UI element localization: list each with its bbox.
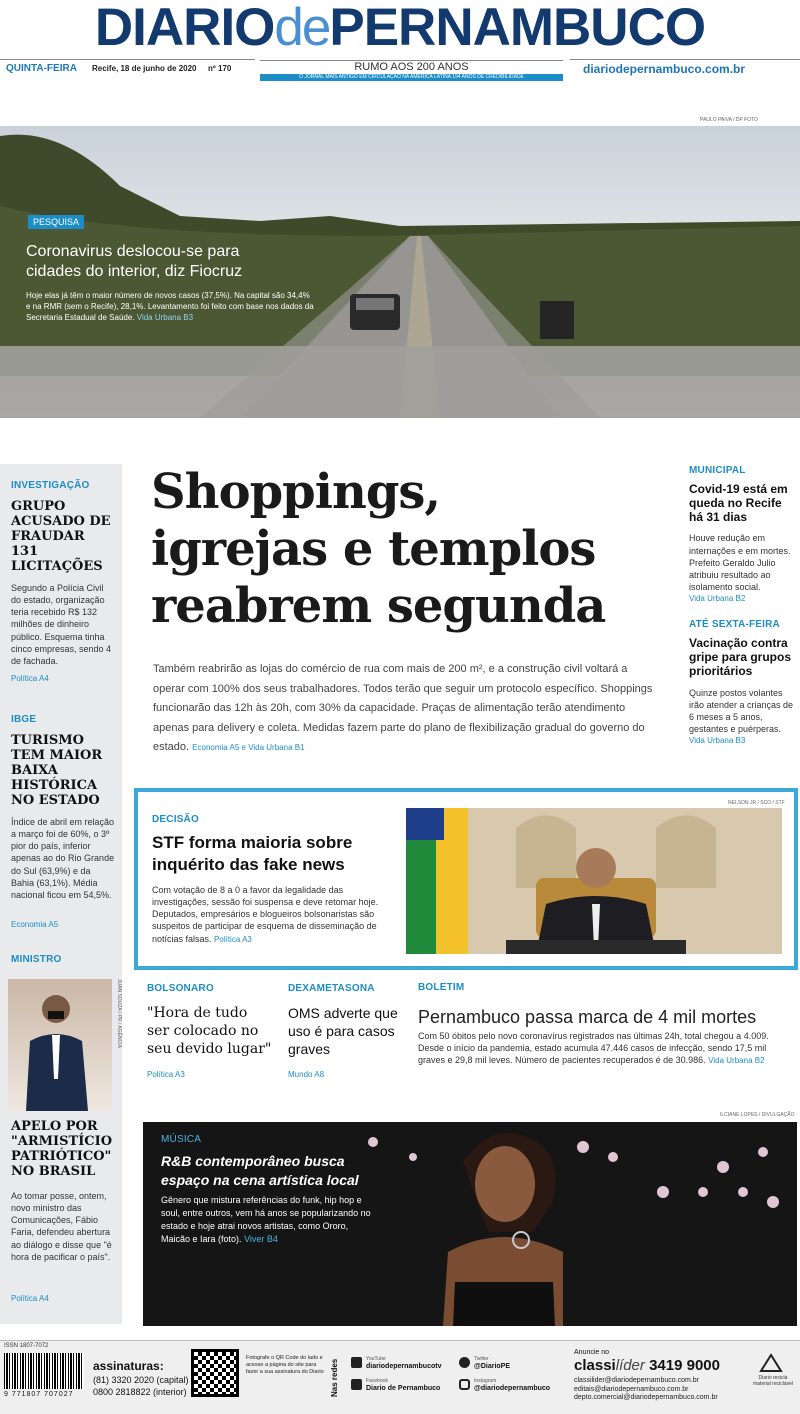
stf-photo-credit: NELSON JR / SCO / STF: [728, 800, 785, 806]
left-column: [0, 464, 122, 1324]
boletim-link[interactable]: Vida Urbana B2: [708, 1056, 765, 1066]
lider-part: líder: [615, 1357, 645, 1374]
music-body-text: Gênero que mistura referências do funk, hip hop e soul, entre outros, vem há anos se popularizando no estado e hoje atrai novos artistas, como Ororo, Maicão e Iara (foto).: [161, 1195, 371, 1244]
contact-emails: [574, 1377, 718, 1403]
twitter-icon: [459, 1357, 470, 1368]
boletim-body: [418, 1030, 794, 1067]
tag-boletim: BOLETIM: [418, 982, 465, 993]
main-body-text: Também reabrirão as lojas do comércio de rua com mais de 200 m², e a construção civil voltará a operar com 100% dos seus trabalhadores. Todos terão que seguir um protocolo específico. Shoppings funcionarão das 12h às 20h, com 30% da capacidade. Praças de alimentação terão atendimento apenas para delivery e coleta. Medidas fazem parte do plano de flexibilização gradual do governo do estado.: [153, 663, 653, 753]
left-body-3: Ao tomar posse, ontem, novo ministro das Comunicações, Fábio Faria, defendeu abertura ao diálogo e disse que "é hora de pacificar o país".: [11, 1191, 112, 1262]
right-link-2[interactable]: Vida Urbana B3: [689, 736, 746, 746]
tag-musica: MÚSICA: [161, 1134, 202, 1145]
left-body-1: Segundo a Polícia Civil do estado, organização teria recebido R$ 132 milhões de dinheiro público. Esquema tinha cinco empresas, sendo 4 de fachada.: [11, 583, 112, 666]
photo-headline: Coronavirus deslocou-se para cidades do interior, diz Fiocruz: [26, 243, 243, 280]
tag-ministro: MINISTRO: [11, 954, 62, 965]
rule-right: [570, 59, 800, 60]
bolsonaro-link[interactable]: Política A3: [147, 1070, 185, 1079]
issn: ISSN 1807-7072: [4, 1343, 49, 1349]
classilider-logo: [574, 1357, 720, 1374]
main-body-link[interactable]: Economia A5 e Vida Urbana B1: [192, 743, 305, 752]
left-headline-1[interactable]: GRUPO ACUSADO DE FRAUDAR 131 LICITAÇÕES: [11, 499, 111, 574]
music-banner: [143, 1122, 797, 1326]
main-headline-line-3: reabrem segunda: [151, 578, 606, 634]
tag-decisao: DECISÃO: [152, 814, 199, 825]
music-headline[interactable]: R&B contemporâneo busca espaço na cena artística local: [161, 1153, 359, 1188]
stf-headline[interactable]: STF forma maioria sobre inquérito das fake news: [152, 833, 353, 874]
stf-illustration: [406, 808, 782, 954]
youtube-icon: [351, 1357, 362, 1368]
right-link-1[interactable]: Vida Urbana B2: [689, 594, 746, 604]
qr-text: Fotografe o QR Code do lado e acesse a página do site para fazer a sua assinatura do Diario: [246, 1355, 324, 1375]
photo-caption-text: Hoje elas já têm o maior número de novos casos (37,5%). Na capital são 34,4% e na RMR (sem o Recife), 28,1%. Levantamento foi feito com base nos dados da Secretaria Estadual de Saúde.: [26, 291, 314, 322]
tag-dexametasona: DEXAMETASONA: [288, 983, 375, 994]
boletim-body-text: Com 50 óbitos pelo novo coronavírus registrados nas últimas 24h, total chegou a 4.009. Desde o início da pandemia, estado acumula 47.446 casos de infecção, sendo 17,5 mil graves e 29,8 mil leves. Número de pacientes recuperados é de 30.986.: [418, 1031, 769, 1066]
phone-capital[interactable]: (81) 3320 2020 (capital): [93, 1375, 189, 1385]
recycle-text: Diario recicla material reciclável: [752, 1375, 793, 1387]
left-link-3[interactable]: Política A4: [11, 1294, 49, 1303]
ad-label: Anuncie no: [574, 1349, 610, 1356]
youtube-label: YouTube: [366, 1356, 386, 1362]
logo-part-de: de: [274, 0, 330, 57]
main-body: [153, 660, 661, 758]
tag-investigacao: INVESTIGAÇÃO: [11, 480, 90, 491]
youtube-handle[interactable]: diariodepernambucotv: [366, 1363, 442, 1370]
email-editais[interactable]: editais@diariodepernambuco.com.br: [574, 1385, 689, 1393]
photo-caption-link[interactable]: Vida Urbana B3: [136, 313, 194, 322]
right-body-2: Quinze postos volantes irão atender a crianças de 6 meses a 5 anos, gestantes e puérperas.: [689, 687, 794, 735]
stf-photo: [406, 808, 782, 954]
instagram-handle[interactable]: @diariodepernambuco: [474, 1385, 551, 1392]
right-headline-2[interactable]: Vacinação contra gripe para grupos prioritários: [689, 636, 792, 679]
facebook-label: Facebook: [366, 1378, 388, 1384]
minister-illustration: [8, 979, 112, 1111]
left-link-2[interactable]: Economia A5: [11, 920, 59, 929]
website: diariodepernambuco.com.br: [583, 62, 746, 76]
right-column: [689, 464, 797, 745]
right-body-1: Houve redução em internações e em mortes. Prefeito Geraldo Julio atribuiu resultado ao isolamento social.: [689, 533, 791, 593]
social-label: Nas redes: [330, 1358, 339, 1397]
masthead-logo: [0, 0, 800, 56]
logo-part-pernambuco: PERNAMBUCO: [329, 0, 706, 57]
oms-headline[interactable]: OMS adverte que uso é para casos graves: [288, 1005, 398, 1057]
main-headline-line-1: Shoppings,: [151, 464, 441, 520]
barcode: [4, 1353, 84, 1389]
subscriptions-label: assinaturas:: [93, 1359, 164, 1373]
twitter-label: Twitter: [474, 1356, 489, 1362]
music-photo-credit: ILCIANE LOPES / DIVULGAÇÃO: [720, 1112, 795, 1118]
weekday: QUINTA-FEIRA: [6, 63, 77, 74]
edition-number: nº 170: [208, 64, 232, 73]
classi-part: classi: [574, 1357, 616, 1374]
instagram-icon: [459, 1379, 470, 1390]
tag-bolsonaro: BOLSONARO: [147, 983, 214, 994]
logo-part-diario: DIARIO: [94, 0, 275, 57]
photo-credit: PAULO PAIVA / DP FOTO: [700, 117, 758, 123]
minister-photo-credit: JUAN SOUZA / PR / AGÊNCIA: [116, 979, 122, 1048]
tag-municipal: MUNICIPAL: [689, 465, 746, 476]
tag-ibge: IBGE: [11, 714, 37, 725]
stf-body-text: Com votação de 8 a 0 a favor da legalidade das investigações, sessão foi suspensa e deve retomar hoje. Deputados, empresários e blogueiros bolsonaristas são suspeitos de participar de esquema de disseminação de notícias falsas.: [152, 885, 379, 944]
left-link-1[interactable]: Política A4: [11, 674, 49, 683]
main-headline[interactable]: [151, 464, 671, 635]
recycle-icon: [757, 1353, 785, 1373]
right-headline-1[interactable]: Covid-19 está em queda no Recife há 31 dias: [689, 482, 788, 525]
left-headline-3[interactable]: APELO POR "ARMISTÍCIO PATRIÓTICO" NO BRASIL: [11, 1119, 113, 1179]
oms-link[interactable]: Mundo A8: [288, 1070, 325, 1079]
photo-caption: [26, 290, 316, 323]
tag-ate-sexta: ATÉ SEXTA-FEIRA: [689, 619, 780, 631]
left-headline-2[interactable]: TURISMO TEM MAIOR BAIXA HISTÓRICA NO ESTADO: [11, 733, 103, 808]
rule-left: [0, 59, 255, 60]
classi-phone[interactable]: 3419 9000: [649, 1357, 720, 1374]
date-bar: [0, 60, 800, 82]
qr-code[interactable]: [191, 1349, 239, 1397]
minister-photo: [8, 979, 112, 1111]
stf-box: [134, 788, 798, 970]
footer: [0, 1340, 800, 1414]
phone-interior[interactable]: 0800 2818822 (interior): [93, 1387, 187, 1397]
main-headline-line-2: igrejas e templos: [151, 521, 596, 577]
music-body: [161, 1194, 371, 1246]
music-link[interactable]: Viver B4: [244, 1234, 278, 1244]
stf-body-link[interactable]: Política A3: [214, 934, 252, 944]
barcode-number: 9 771807 707027: [4, 1391, 74, 1398]
slogan: RUMO AOS 200 ANOS: [354, 61, 469, 73]
bolsonaro-headline[interactable]: "Hora de tudo ser colocado no seu devido lugar": [147, 1005, 272, 1057]
photo-tag: PESQUISA: [28, 215, 84, 229]
twitter-handle[interactable]: @DiarioPE: [474, 1363, 511, 1370]
road-photo: [0, 126, 800, 418]
stf-body: [152, 884, 384, 945]
facebook-handle[interactable]: Diario de Pernambuco: [366, 1385, 441, 1392]
tagline: O JORNAL MAIS ANTIGO EM CIRCULAÇÃO NA AMÉRICA LATINA 194 ANOS DE CREDIBILIDADE: [260, 74, 563, 81]
facebook-icon: [351, 1379, 362, 1390]
boletim-headline[interactable]: Pernambuco passa marca de 4 mil mortes: [418, 1007, 757, 1027]
instagram-label: Instagram: [474, 1378, 497, 1384]
email-comercial[interactable]: depto.comercial@diariodepernambuco.com.br: [574, 1394, 718, 1401]
slogan-block: [260, 60, 563, 82]
email-classilider[interactable]: classilider@diariodepernambuco.com.br: [574, 1377, 699, 1384]
left-body-2: Índice de abril em relação a março foi de 60%, o 3º pior do país, inferior apenas ao do Rio Grande do Sul (63,9%) e da Bahia (63,1%). Média nacional ficou em 54,5%.: [11, 817, 115, 900]
edition-date: Recife, 18 de junho de 2020: [92, 64, 197, 73]
